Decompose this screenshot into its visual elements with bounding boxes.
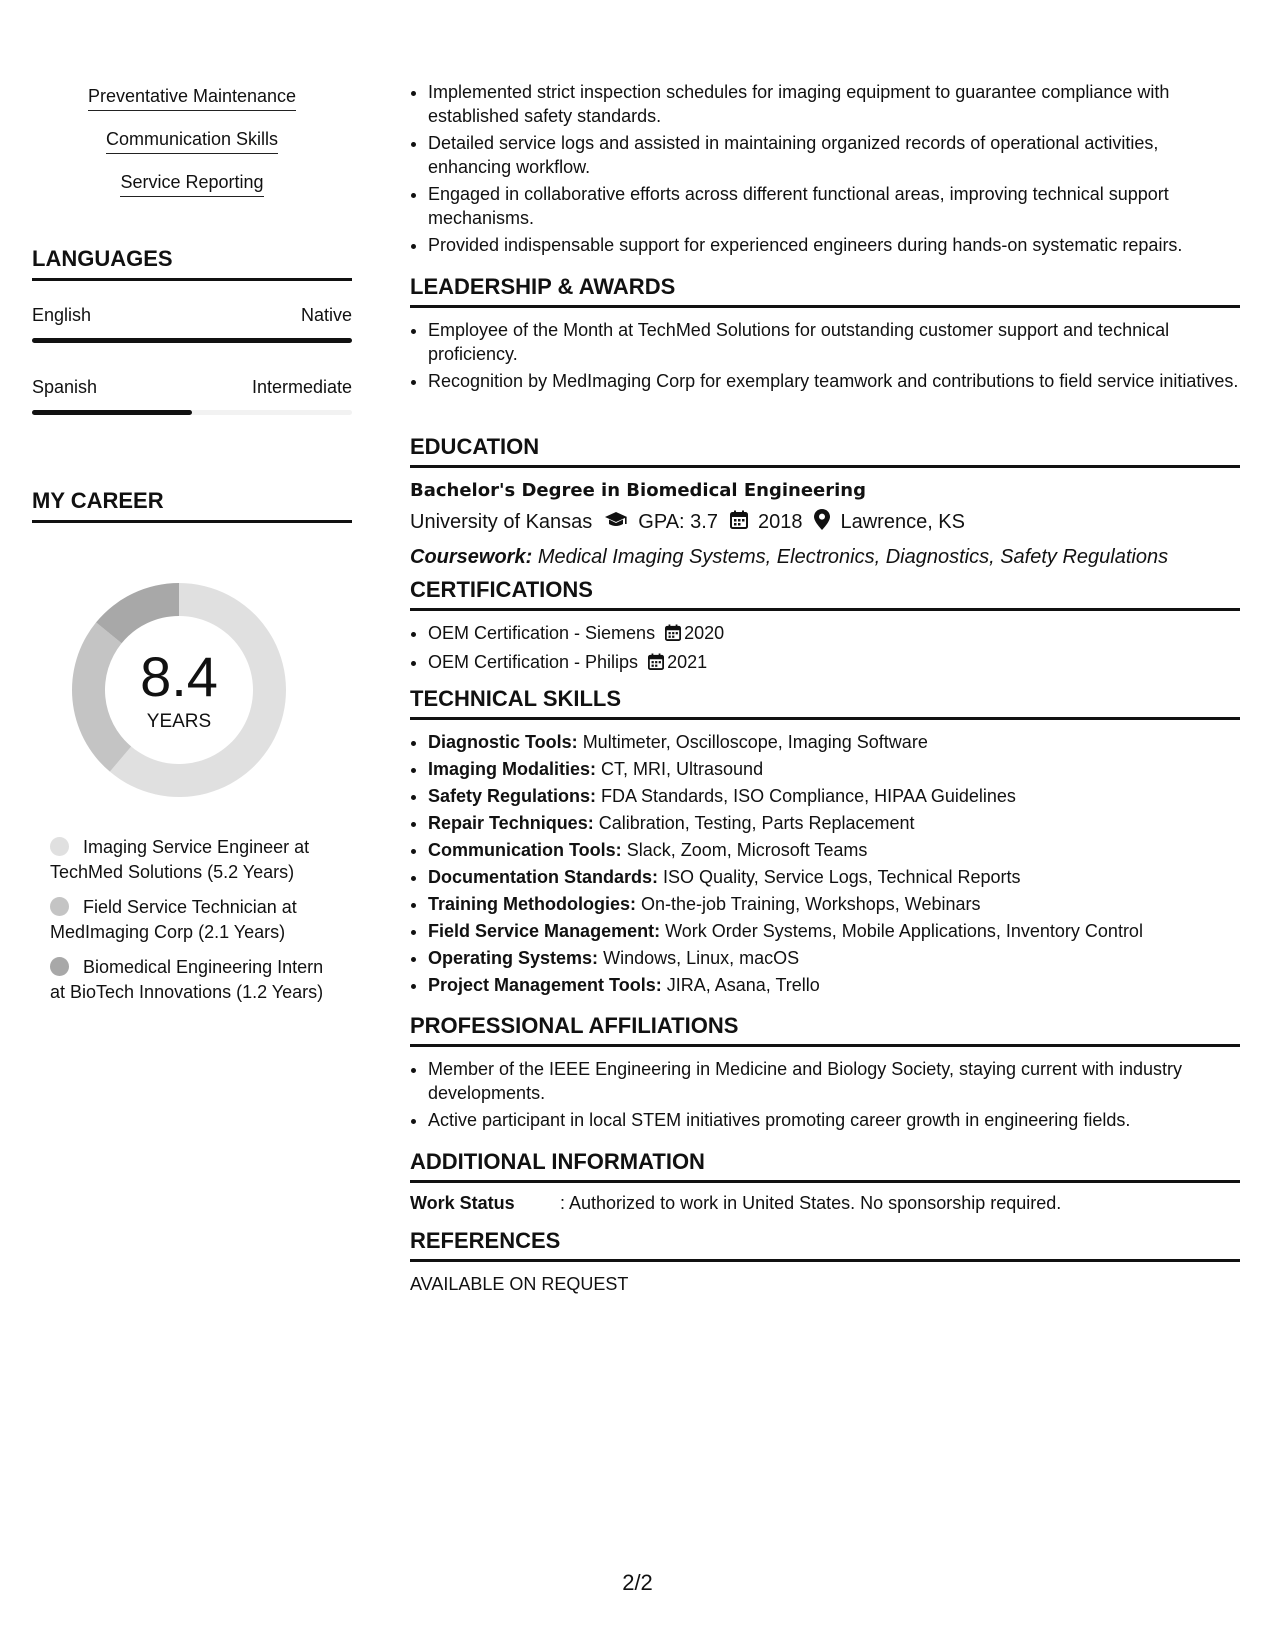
calendar-icon <box>730 510 748 535</box>
cert-name: OEM Certification - Philips <box>428 652 639 672</box>
list-item: • Employee of the Month at TechMed Solutions for outstanding customer support and technical proficiency. <box>428 318 1240 366</box>
references-text: AVAILABLE ON REQUEST <box>410 1274 629 1294</box>
tech-skill-key: Diagnostic Tools: <box>428 732 578 752</box>
section-heading: PROFESSIONAL AFFILIATIONS <box>410 1013 1240 1047</box>
edu-location: Lawrence, KS <box>840 511 965 533</box>
list-item: • Detailed service logs and assisted in maintaining organized records of operational activities, enhancing workflow. <box>428 131 1240 179</box>
section-heading: CERTIFICATIONS <box>410 577 1240 611</box>
language-item <box>32 377 352 415</box>
skill-item <box>32 172 352 197</box>
career-section <box>32 488 352 523</box>
career-donut <box>64 575 294 805</box>
edu-coursework <box>410 546 1240 569</box>
legend-dot <box>50 837 69 856</box>
tech-skill-value: FDA Standards, ISO Compliance, HIPAA Guidelines <box>601 786 1016 806</box>
tech-skill-item <box>428 784 1240 808</box>
tech-skill-key: Communication Tools: <box>428 840 622 860</box>
language-name: Spanish <box>32 377 98 397</box>
tech-skill-item <box>428 757 1240 781</box>
list-item: • Implemented strict inspection schedules for imaging equipment to guarantee compliance with established safety standards. <box>428 80 1240 128</box>
tech-skill-key: Repair Techniques: <box>428 813 594 833</box>
skill-label: Communication Skills <box>106 129 278 154</box>
legend-label: Field Service Technician at MedImaging Corp (2.1 Years) <box>50 897 297 942</box>
tech-skill-item <box>428 838 1240 862</box>
legend-label: Imaging Service Engineer at TechMed Solutions (5.2 Years) <box>50 837 310 882</box>
language-level: Native <box>300 305 352 325</box>
legend-item <box>50 835 340 885</box>
tech-skill-item <box>428 946 1240 970</box>
tech-skill-key: Training Methodologies: <box>428 894 636 914</box>
references-section <box>410 1228 1240 1295</box>
technical-skills-section <box>410 686 1240 1000</box>
additional-info-section <box>410 1149 1240 1214</box>
language-bar-fill <box>32 338 352 343</box>
tech-skill-item <box>428 865 1240 889</box>
language-level: Intermediate <box>251 377 352 397</box>
list-item <box>428 650 1240 676</box>
tech-skill-value: Calibration, Testing, Parts Replacement <box>598 813 915 833</box>
tech-skill-value: CT, MRI, Ultrasound <box>601 759 764 779</box>
tech-skill-key: Operating Systems: <box>428 948 599 968</box>
tech-skill-value: Slack, Zoom, Microsoft Teams <box>626 840 868 860</box>
tech-skill-item <box>428 892 1240 916</box>
calendar-icon <box>648 652 664 676</box>
list-item <box>428 621 1240 647</box>
edu-school: University of Kansas <box>410 511 593 533</box>
list-item: • Active participant in local STEM initiatives promoting career growth in engineering fields. <box>428 1108 1240 1132</box>
tech-skill-item <box>428 730 1240 754</box>
tech-skill-key: Documentation Standards: <box>428 867 659 887</box>
tech-skill-value: On-the-job Training, Workshops, Webinars <box>641 894 981 914</box>
skill-label: Preventative Maintenance <box>88 86 296 111</box>
cert-year: 2021 <box>667 652 708 672</box>
language-bar-fill <box>32 410 192 415</box>
certifications-section <box>410 577 1240 679</box>
list-item: • Provided indispensable support for experienced engineers during hands-on systematic repairs. <box>428 233 1240 257</box>
section-heading: EDUCATION <box>410 434 1240 468</box>
career-heading: MY CAREER <box>32 488 352 523</box>
leadership-section <box>410 274 1240 396</box>
list-item: • Engaged in collaborative efforts across different functional areas, improving technical support mechanisms. <box>428 182 1240 230</box>
tech-skill-key: Safety Regulations: <box>428 786 597 806</box>
languages-section <box>32 246 352 415</box>
edu-details <box>410 509 1240 536</box>
location-pin-icon <box>814 509 830 536</box>
list-item: • Recognition by MedImaging Corp for exemplary teamwork and contributions to field service initiatives. <box>428 369 1240 393</box>
career-unit: YEARS <box>146 711 212 732</box>
experience-bullets <box>410 80 1240 260</box>
section-heading: REFERENCES <box>410 1228 1240 1262</box>
legend-dot <box>50 897 69 916</box>
tech-skill-key: Field Service Management: <box>428 921 661 941</box>
cert-year: 2020 <box>684 623 725 643</box>
skill-item <box>32 129 352 154</box>
graduation-cap-icon <box>604 511 628 535</box>
languages-heading: LANGUAGES <box>32 246 352 281</box>
tech-skill-key: Imaging Modalities: <box>428 759 597 779</box>
coursework-value: Medical Imaging Systems, Electronics, Diagnostics, Safety Regulations <box>537 546 1169 568</box>
tech-skill-value: Multimeter, Oscilloscope, Imaging Software <box>582 732 928 752</box>
section-heading: TECHNICAL SKILLS <box>410 686 1240 720</box>
section-heading: LEADERSHIP & AWARDS <box>410 274 1240 308</box>
career-legend <box>50 835 340 1015</box>
language-bar <box>32 410 352 415</box>
language-name: English <box>32 305 92 325</box>
legend-item <box>50 895 340 945</box>
edu-degree: Bachelor's Degree in Biomedical Engineering <box>410 480 866 501</box>
tech-skill-key: Project Management Tools: <box>428 975 662 995</box>
page-number: 2/2 <box>622 1570 653 1595</box>
tech-skill-value: JIRA, Asana, Trello <box>666 975 820 995</box>
section-heading: ADDITIONAL INFORMATION <box>410 1149 1240 1183</box>
calendar-icon <box>665 623 681 647</box>
tech-skill-value: ISO Quality, Service Logs, Technical Reports <box>663 867 1021 887</box>
work-status-key: Work Status <box>410 1193 515 1213</box>
work-status-row <box>410 1193 1240 1214</box>
skill-label: Service Reporting <box>120 172 263 197</box>
cert-name: OEM Certification - Siemens <box>428 623 656 643</box>
language-bar <box>32 338 352 343</box>
career-total: 8.4 <box>140 645 218 708</box>
tech-skill-item <box>428 811 1240 835</box>
affiliations-section <box>410 1013 1240 1135</box>
edu-gpa: GPA: 3.7 <box>638 511 718 533</box>
language-item <box>32 305 352 343</box>
work-status-value: : Authorized to work in United States. No sponsorship required. <box>560 1193 1062 1213</box>
tech-skill-item <box>428 919 1240 943</box>
legend-dot <box>50 957 69 976</box>
tech-skill-value: Windows, Linux, macOS <box>603 948 800 968</box>
skill-item <box>32 86 352 111</box>
list-item: • Member of the IEEE Engineering in Medicine and Biology Society, staying current with industry developments. <box>428 1057 1240 1105</box>
coursework-label: Coursework: <box>410 546 533 568</box>
legend-item <box>50 955 340 1005</box>
tech-skill-value: Work Order Systems, Mobile Applications, Inventory Control <box>665 921 1143 941</box>
edu-year: 2018 <box>757 511 803 533</box>
education-section <box>410 434 1240 569</box>
tech-skill-item <box>428 973 1240 997</box>
legend-label: Biomedical Engineering Intern at BioTech Innovations (1.2 Years) <box>50 957 324 1002</box>
